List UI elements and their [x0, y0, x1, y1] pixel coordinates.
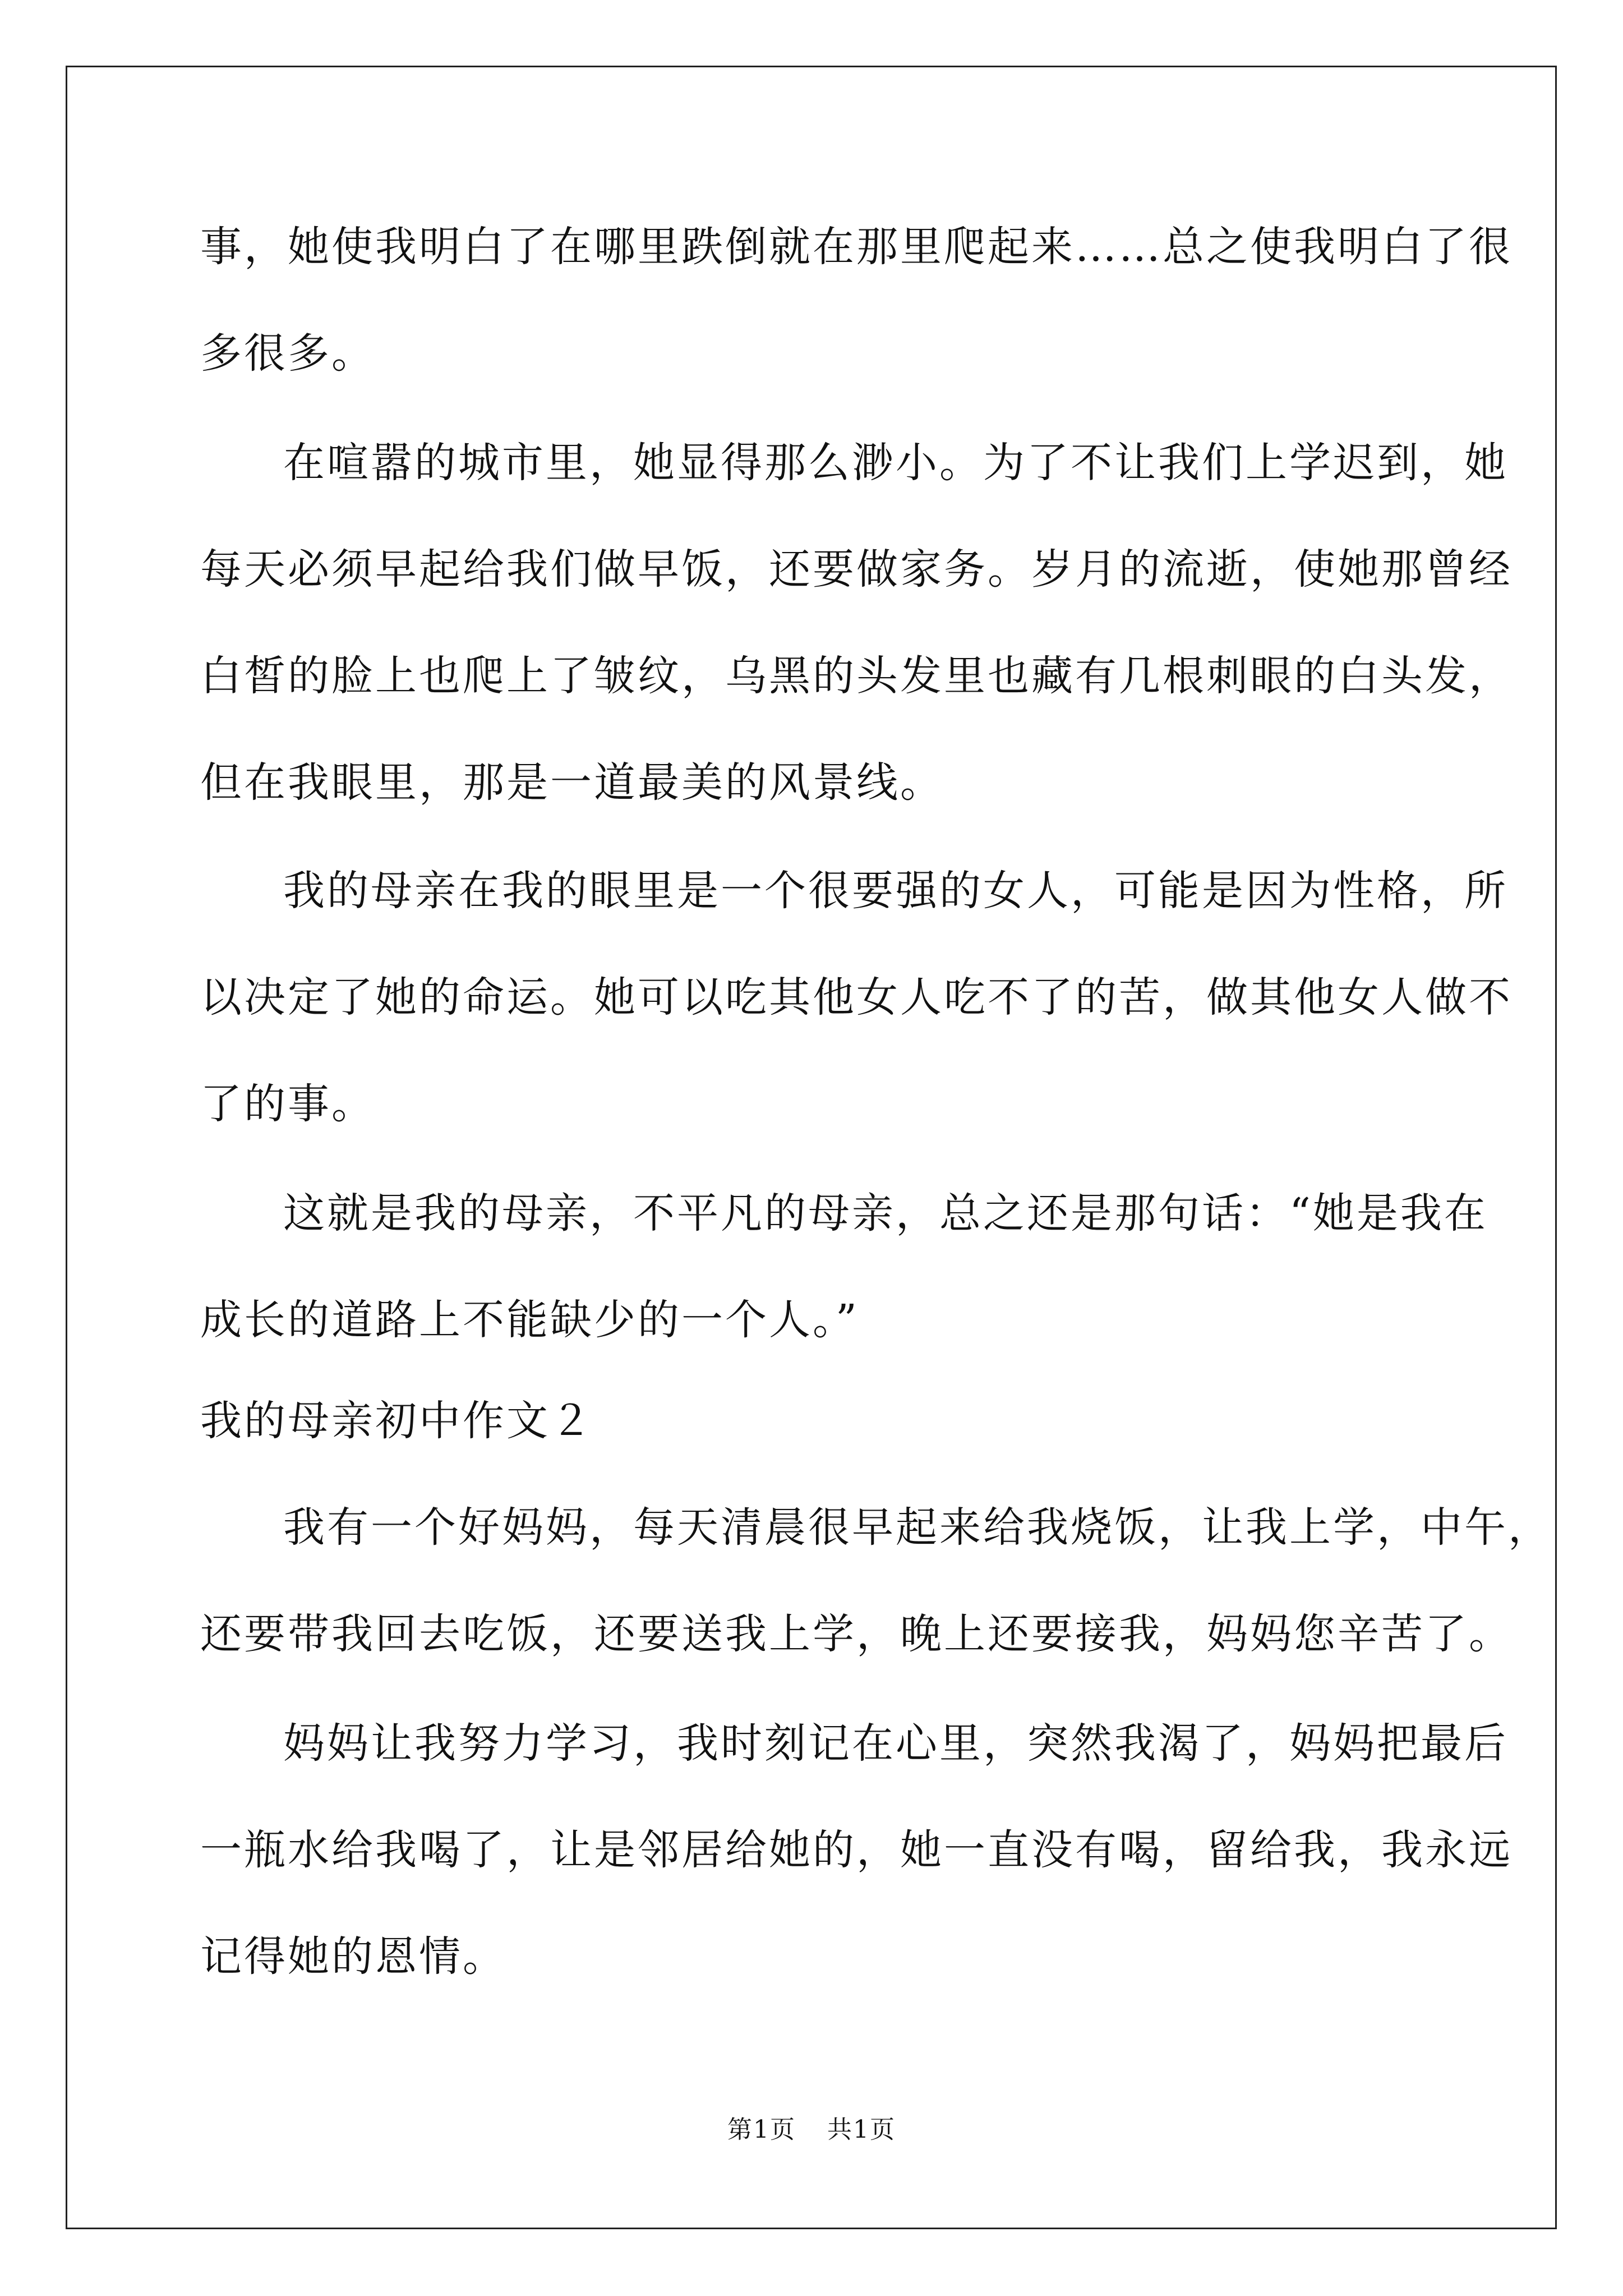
paragraph-line: 了的事。 [200, 1080, 375, 1128]
paragraph-line: 一瓶水给我喝了，让是邻居给她的，她一直没有喝，留给我，我永远 [200, 1826, 1513, 1874]
paragraph-line: 事，她使我明白了在哪里跌倒就在那里爬起来……总之使我明白了很 [200, 223, 1513, 271]
paragraph-line: 我的母亲在我的眼里是一个很要强的女人，可能是因为性格，所 [283, 867, 1508, 915]
paragraph-line: 记得她的恩情。 [200, 1932, 506, 1981]
paragraph-line: 以决定了她的命运。她可以吃其他女人吃不了的苦，做其他女人做不 [200, 973, 1513, 1022]
paragraph-line: 多很多。 [200, 329, 375, 378]
paragraph-line: 在喧嚣的城市里，她显得那么渺小。为了不让我们上学迟到，她 [283, 439, 1508, 487]
paragraph-line: 还要带我回去吃饭，还要送我上学，晚上还要接我，妈妈您辛苦了。 [200, 1610, 1513, 1658]
section-heading: 我的母亲初中作文２ [200, 1397, 594, 1445]
page-footer [0, 2113, 1623, 2147]
paragraph-line: 这就是我的母亲，不平凡的母亲，总之还是那句话：“她是我在 [283, 1189, 1488, 1237]
page-number: 第1页 [727, 2115, 796, 2144]
paragraph-line: 白皙的脸上也爬上了皱纹，乌黑的头发里也藏有几根刺眼的白头发， [200, 652, 1513, 700]
paragraph-line: 成长的道路上不能缺少的一个人。” [200, 1296, 859, 1344]
paragraph-line: 每天必须早起给我们做早饭，还要做家务。岁月的流逝，使她那曾经 [200, 545, 1513, 593]
paragraph-line: 妈妈让我努力学习，我时刻记在心里，突然我渴了，妈妈把最后 [283, 1719, 1508, 1768]
page-total: 共1页 [827, 2115, 896, 2144]
paragraph-line: 我有一个好妈妈，每天清晨很早起来给我烧饭，让我上学，中午， [283, 1503, 1552, 1552]
page-border [66, 66, 1557, 2229]
paragraph-line: 但在我眼里，那是一道最美的风景线。 [200, 758, 944, 807]
